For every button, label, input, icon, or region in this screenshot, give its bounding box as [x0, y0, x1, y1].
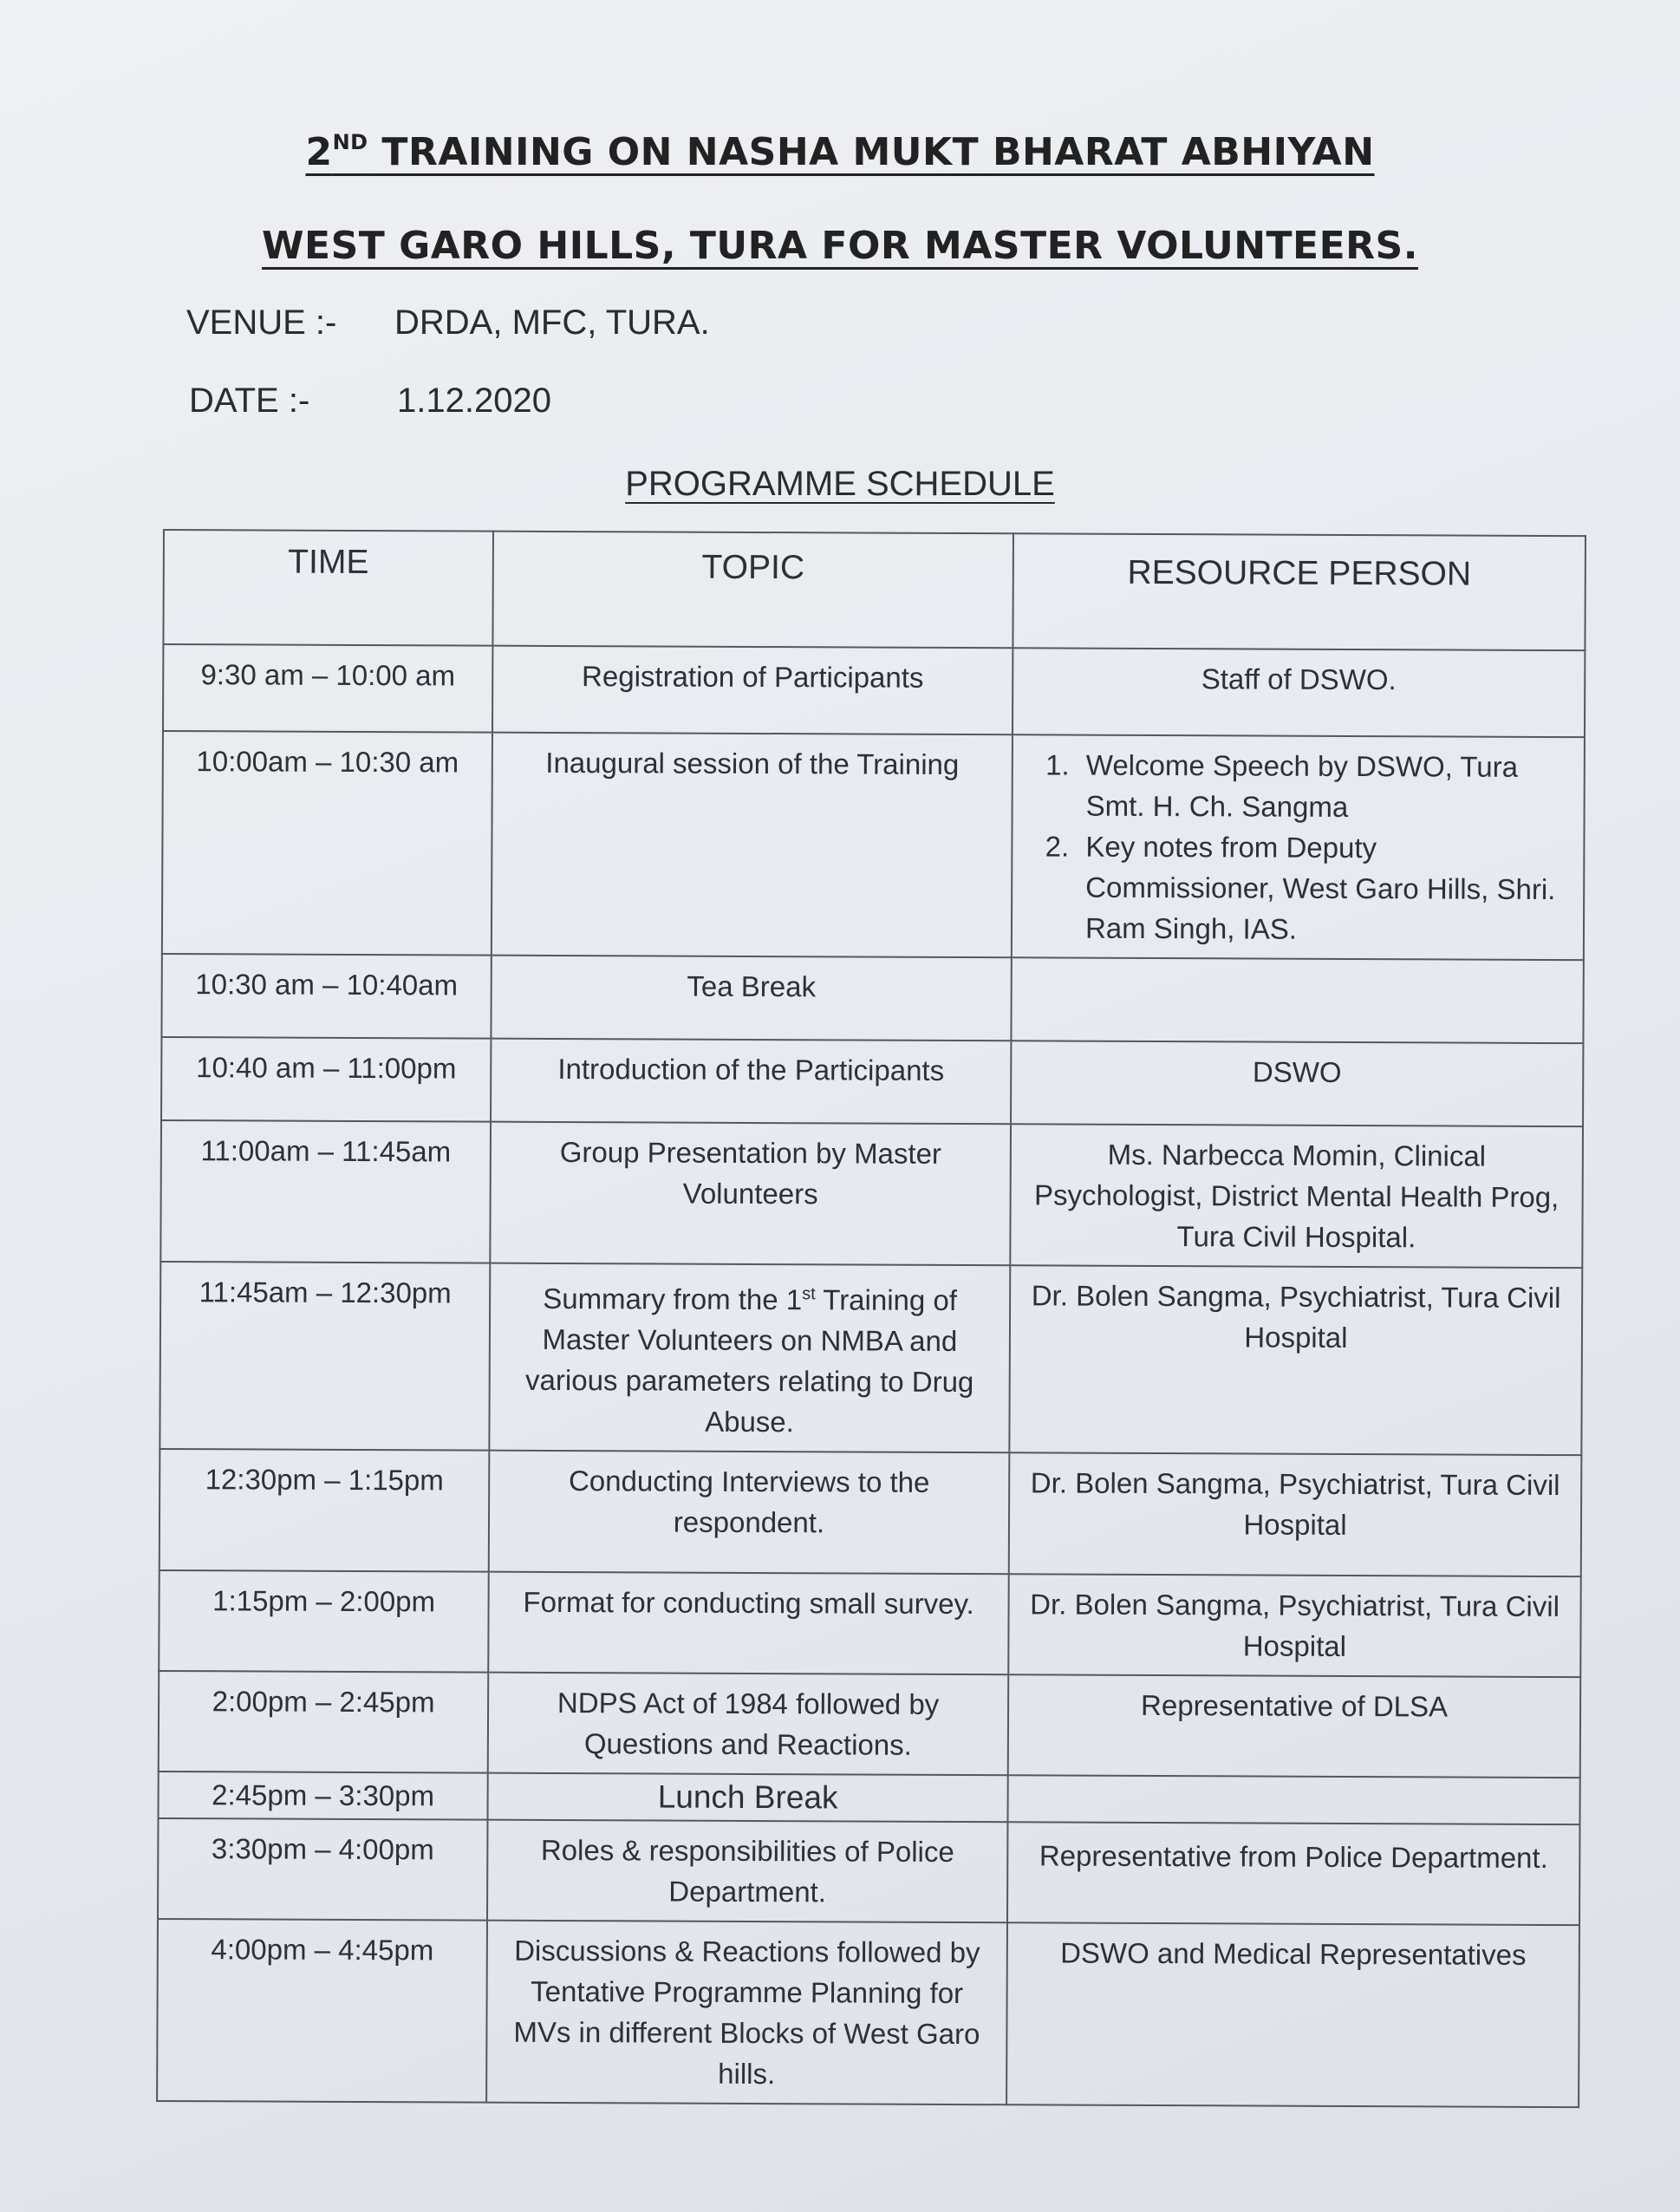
table-row	[161, 1037, 1583, 1126]
row-person: DSWO and Medical Representatives	[1006, 1922, 1579, 2107]
row-time: 10:00am – 10:30 am	[162, 731, 492, 956]
table-header-row	[163, 530, 1586, 650]
row-time: 2:00pm – 2:45pm	[159, 1671, 489, 1773]
row-person: Staff of DSWO.	[1013, 648, 1585, 737]
row-person: Representative from Police Department.	[1007, 1822, 1579, 1925]
schedule-heading: PROGRAMME SCHEDULE	[625, 465, 1055, 503]
document-title-line-1: 2ND TRAINING ON NASHA MUKT BHARAT ABHIYAN	[305, 130, 1375, 174]
row-topic: Conducting Interviews to the respondent.	[489, 1451, 1010, 1575]
row-time: 2:45pm – 3:30pm	[159, 1772, 488, 1820]
date-value: 1.12.2020	[397, 382, 551, 420]
table-row	[162, 731, 1585, 960]
document-title-line-2: WEST GARO HILLS, TURA FOR MASTER VOLUNTEERS.	[262, 224, 1418, 268]
row-person: Dr. Bolen Sangma, Psychiatrist, Tura Civil Hospital	[1009, 1265, 1582, 1455]
row-time: 11:45am – 12:30pm	[160, 1262, 490, 1451]
row-topic: Discussions & Reactions followed by Tentative Programme Planning for MVs in different Blocks of West Garo hills.	[486, 1921, 1007, 2105]
row-time: 12:30pm – 1:15pm	[160, 1449, 490, 1572]
table-row	[161, 954, 1583, 1043]
date-label: DATE :-	[189, 382, 310, 420]
list-item: 1. Welcome Speech by DSWO, Tura Smt. H. Ch. Sangma	[1078, 745, 1565, 828]
row-topic: Format for conducting small survey.	[488, 1572, 1009, 1675]
row-time: 9:30 am – 10:00 am	[163, 644, 492, 733]
table-row	[160, 1120, 1583, 1268]
header-time: TIME	[163, 530, 493, 646]
row-time: 4:00pm – 4:45pm	[157, 1919, 487, 2103]
row-topic: NDPS Act of 1984 followed by Questions and Reactions.	[488, 1673, 1009, 1776]
row-topic: Group Presentation by Master Volunteers	[490, 1122, 1011, 1266]
venue-label: VENUE :-	[186, 303, 337, 342]
row-topic: Lunch Break	[488, 1773, 1008, 1823]
row-time: 1:15pm – 2:00pm	[159, 1570, 489, 1673]
resource-person-list	[1023, 744, 1573, 950]
table-row	[157, 1919, 1579, 2107]
table-row	[159, 1772, 1580, 1824]
row-time: 3:30pm – 4:00pm	[158, 1818, 488, 1921]
row-topic: Summary from the 1st Training of Master Volunteers on NMBA and various parameters relating to Drug Abuse.	[489, 1263, 1010, 1453]
table-row	[160, 1449, 1582, 1576]
list-item: 2. Key notes from Deputy Commissioner, West Garo Hills, Shri. Ram Singh, IAS.	[1077, 826, 1565, 950]
row-person	[1008, 1775, 1580, 1824]
row-person	[1011, 957, 1583, 1043]
row-topic: Tea Break	[491, 956, 1011, 1041]
row-time: 10:40 am – 11:00pm	[161, 1037, 491, 1122]
row-person: Dr. Bolen Sangma, Psychiatrist, Tura Civil Hospital	[1009, 1452, 1582, 1576]
header-resource-person: RESOURCE PERSON	[1013, 533, 1586, 650]
table-row	[163, 644, 1585, 737]
venue-value: DRDA, MFC, TURA.	[394, 303, 710, 342]
row-time: 10:30 am – 10:40am	[161, 954, 491, 1039]
row-topic: Introduction of the Participants	[491, 1039, 1011, 1125]
table-row	[159, 1570, 1580, 1677]
row-person	[1012, 734, 1585, 960]
row-person: Ms. Narbecca Momin, Clinical Psychologist, District Mental Health Prog, Tura Civil Hospital.	[1010, 1124, 1583, 1268]
row-person: Dr. Bolen Sangma, Psychiatrist, Tura Civil Hospital	[1008, 1574, 1580, 1677]
row-person: DSWO	[1011, 1041, 1583, 1126]
table-row	[160, 1262, 1582, 1455]
table-row	[158, 1818, 1579, 1925]
row-person: Representative of DLSA	[1008, 1674, 1580, 1778]
header-topic: TOPIC	[492, 532, 1013, 649]
row-time: 11:00am – 11:45am	[160, 1120, 491, 1263]
row-topic: Inaugural session of the Training	[492, 733, 1013, 958]
row-topic: Registration of Participants	[492, 646, 1013, 735]
table-row	[159, 1671, 1580, 1778]
row-topic: Roles & responsibilities of Police Department.	[487, 1820, 1008, 1923]
programme-schedule-table	[156, 529, 1586, 2108]
